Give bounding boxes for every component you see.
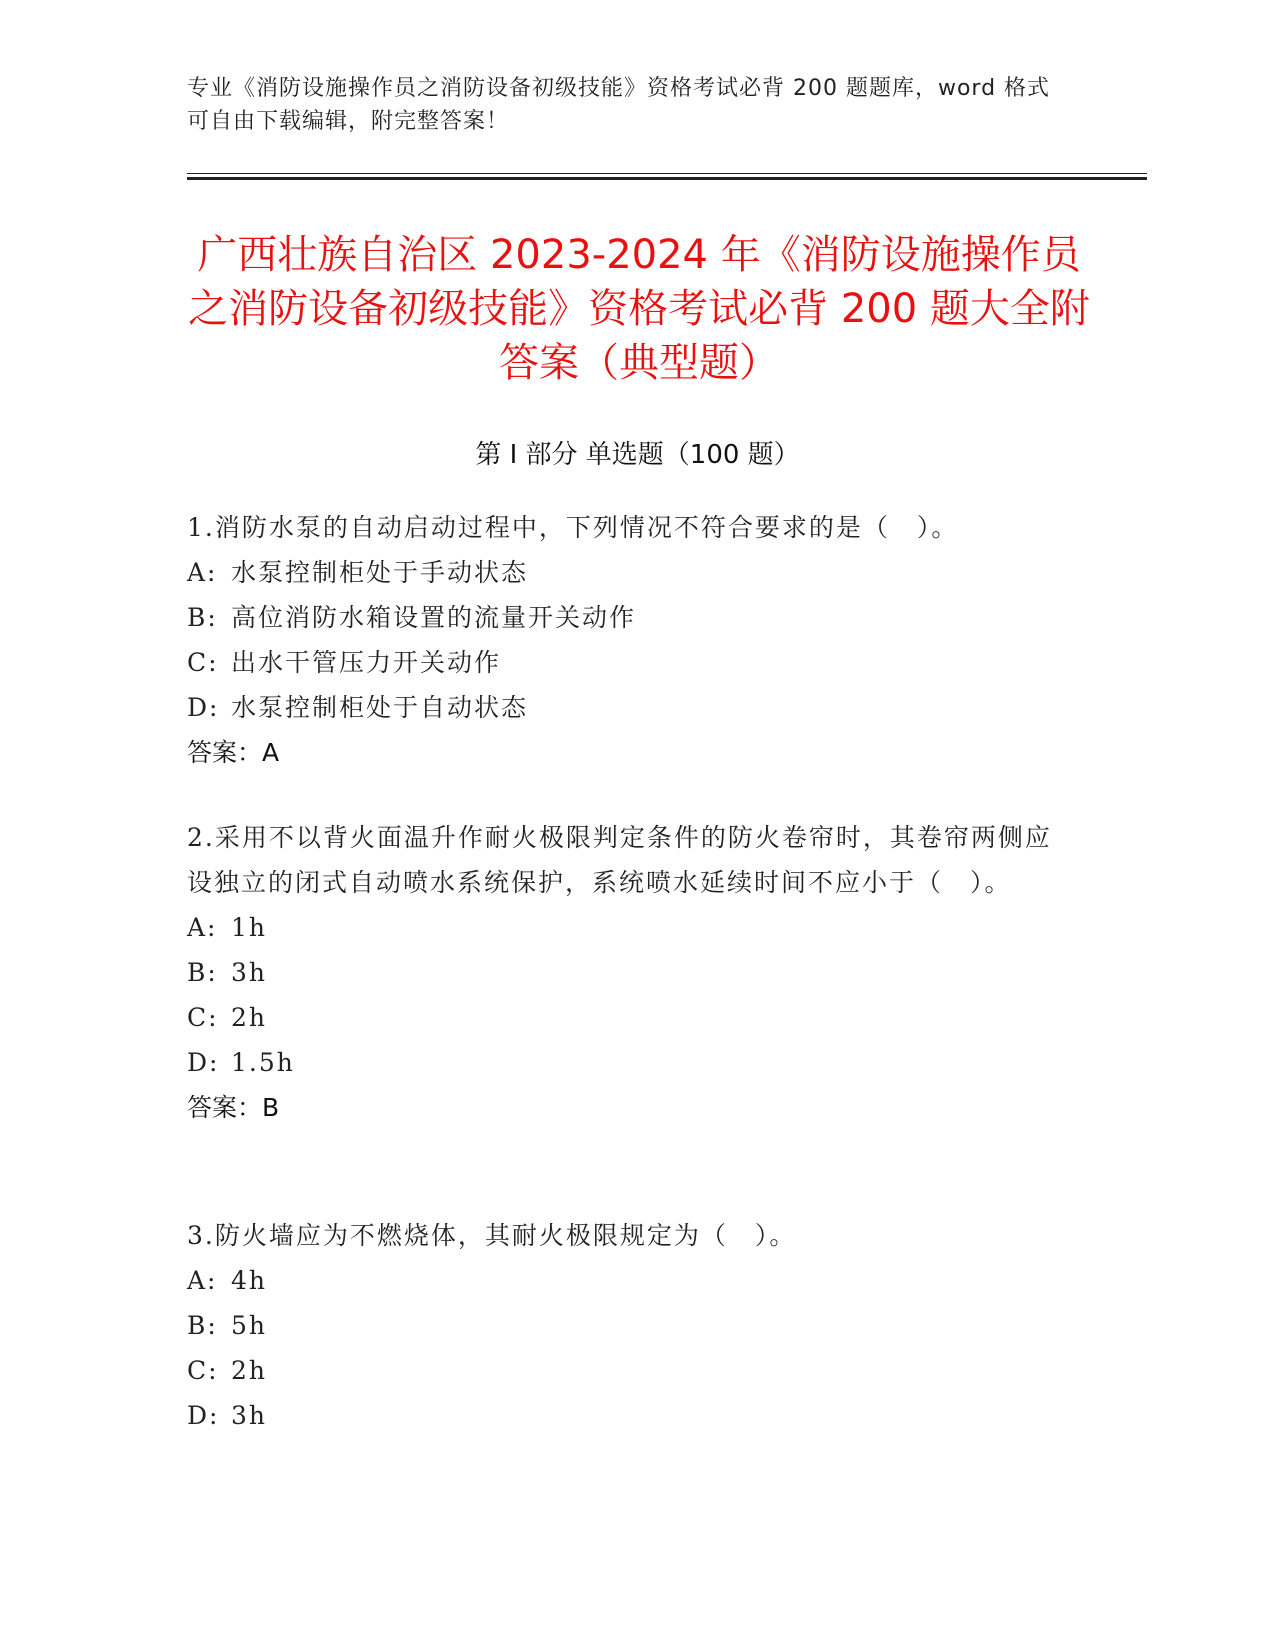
- option-text: 2h: [231, 1003, 268, 1032]
- option-key: B:: [187, 603, 218, 632]
- option-text: 3h: [231, 958, 268, 987]
- option-text: 出水干管压力开关动作: [231, 648, 502, 677]
- option-key: C:: [187, 1356, 219, 1385]
- answer: 答案：A: [187, 738, 280, 767]
- option-a: [187, 905, 1067, 950]
- question-1: [187, 505, 1067, 775]
- option-d: [187, 1040, 1067, 1085]
- option-key: D:: [187, 693, 220, 722]
- option-key: A:: [187, 1266, 218, 1295]
- question-stem: 3.防火墙应为不燃烧体，其耐火极限规定为（ ）。: [187, 1221, 797, 1250]
- option-text: 3h: [231, 1401, 268, 1430]
- option-key: C:: [187, 1003, 219, 1032]
- part-title: 第 I 部分 单选题（100 题）: [475, 440, 800, 470]
- option-text: 水泵控制柜处于自动状态: [231, 693, 529, 722]
- option-key: D:: [187, 1048, 220, 1077]
- option-d: [187, 685, 1067, 730]
- option-d: [187, 1393, 1067, 1438]
- option-text: 水泵控制柜处于手动状态: [231, 558, 529, 587]
- option-key: C:: [187, 648, 219, 677]
- option-b: [187, 595, 1067, 640]
- option-a: [187, 550, 1067, 595]
- option-text: 1.5h: [231, 1048, 295, 1077]
- option-c: [187, 640, 1067, 685]
- option-text: 4h: [231, 1266, 268, 1295]
- option-text: 1h: [231, 913, 268, 942]
- option-text: 2h: [231, 1356, 268, 1385]
- option-b: [187, 1303, 1067, 1348]
- answer: 答案：B: [187, 1093, 280, 1122]
- header-rule-thick: [187, 177, 1147, 180]
- option-text: 高位消防水箱设置的流量开关动作: [231, 603, 637, 632]
- option-key: A:: [187, 558, 218, 587]
- question-3: [187, 1213, 1067, 1438]
- document-title: 广西壮族自治区 2023-2024 年《消防设施操作员之消防设备初级技能》资格考试必背 200 题大全附答案（典型题）: [188, 232, 1090, 386]
- option-key: A:: [187, 913, 218, 942]
- option-text: 5h: [231, 1311, 268, 1340]
- question-stem: 1.消防水泵的自动启动过程中，下列情况不符合要求的是（ ）。: [187, 513, 959, 542]
- question-2: [187, 815, 1067, 1130]
- option-c: [187, 1348, 1067, 1393]
- option-key: B:: [187, 958, 218, 987]
- header-note: 专业《消防设施操作员之消防设备初级技能》资格考试必背 200 题题库，word 格式可自由下载编辑，附完整答案！: [187, 76, 1051, 134]
- header-rule-thin: [187, 173, 1147, 174]
- question-stem: 2.采用不以背火面温升作耐火极限判定条件的防火卷帘时，其卷帘两侧应设独立的闭式自动喷水系统保护，系统喷水延续时间不应小于（ ）。: [187, 823, 1052, 897]
- option-a: [187, 1258, 1067, 1303]
- option-key: B:: [187, 1311, 218, 1340]
- option-b: [187, 950, 1067, 995]
- option-key: D:: [187, 1401, 220, 1430]
- option-c: [187, 995, 1067, 1040]
